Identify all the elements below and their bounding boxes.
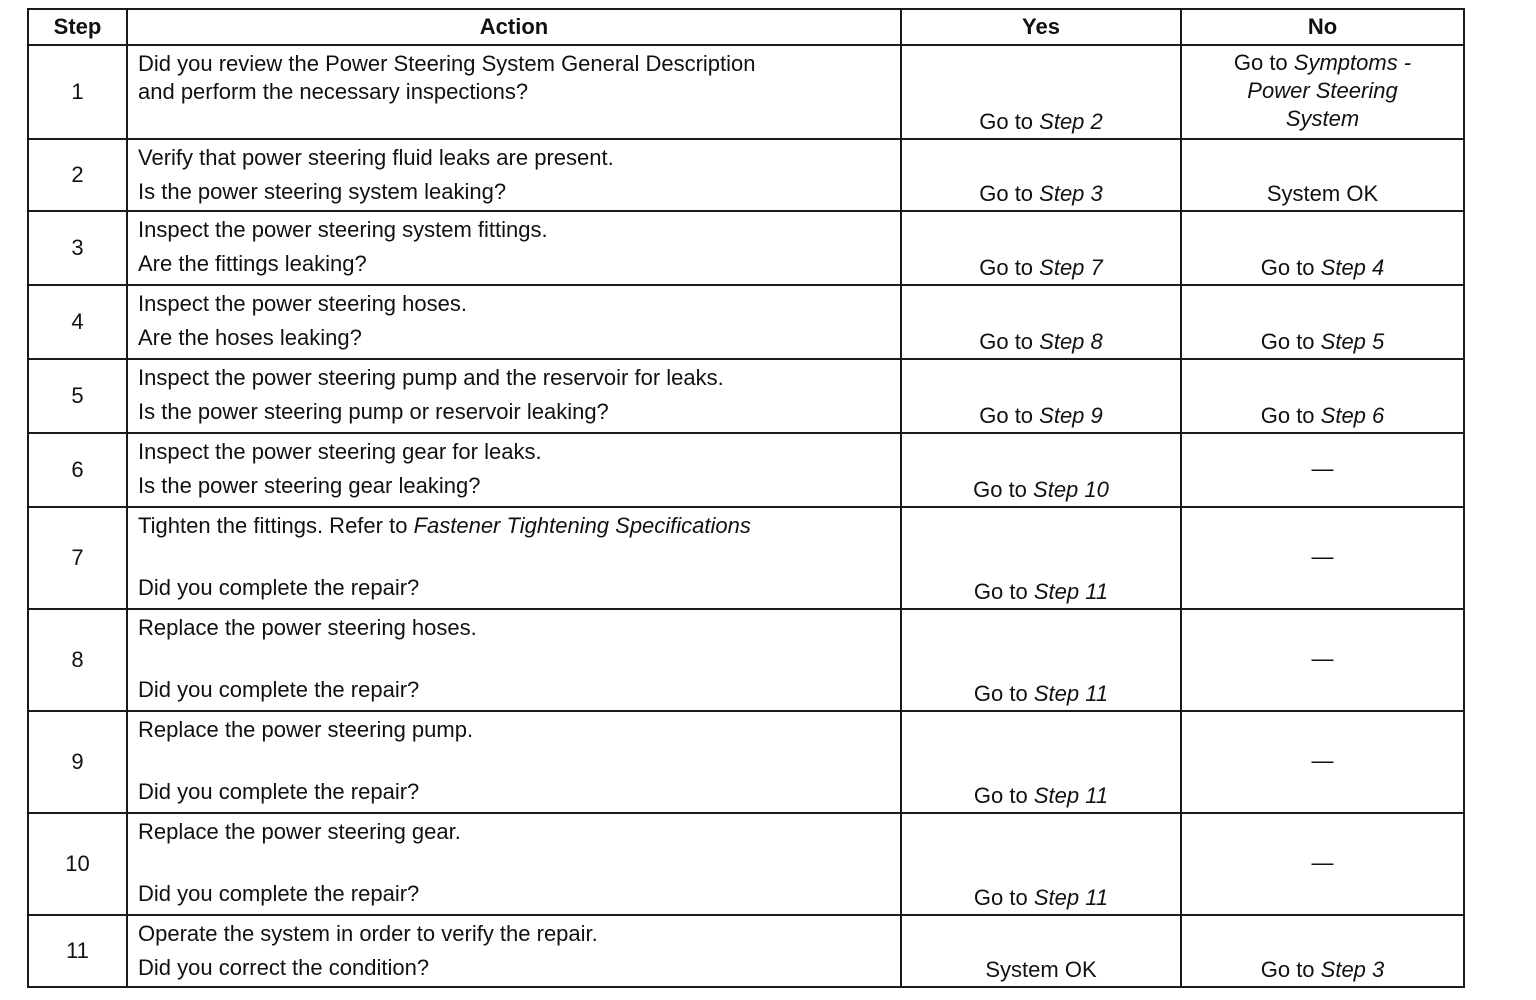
- header-row: [28, 9, 1464, 45]
- no-cell: —: [1181, 609, 1464, 711]
- action-line: Did you review the Power Steering System General Description: [138, 51, 756, 76]
- yes-step-link[interactable]: Step 11: [1033, 579, 1109, 604]
- yes-cell: [901, 139, 1181, 211]
- yes-prefix: Go to: [979, 181, 1040, 206]
- yes-cell: [901, 711, 1181, 813]
- yes-step-link[interactable]: Step 11: [1033, 885, 1109, 910]
- table-row: [28, 211, 1464, 285]
- action-line: Replace the power steering pump.: [138, 717, 474, 742]
- no-cell: [1181, 915, 1464, 987]
- action-question: Is the power steering gear leaking?: [138, 473, 481, 498]
- yes-cell: [901, 285, 1181, 359]
- action-question: Is the power steering pump or reservoir leaking?: [138, 399, 609, 424]
- yes-step-link[interactable]: Step 8: [1039, 329, 1103, 354]
- no-ref-link[interactable]: System: [1285, 106, 1360, 131]
- yes-cell: [901, 813, 1181, 915]
- table-row: [28, 285, 1464, 359]
- no-cell: —: [1181, 507, 1464, 609]
- step-number: 8: [28, 609, 127, 711]
- action-cell: [127, 915, 901, 987]
- yes-step-link[interactable]: Step 3: [1039, 181, 1103, 206]
- step-number: 6: [28, 433, 127, 507]
- fastener-spec-link[interactable]: Fastener Tightening Specifications: [413, 513, 751, 538]
- action-line: Operate the system in order to verify the repair.: [138, 921, 598, 946]
- table-row: [28, 813, 1464, 915]
- no-prefix: Go to: [1260, 329, 1321, 354]
- yes-prefix: Go to: [973, 681, 1034, 706]
- diagnostic-table: [27, 8, 1465, 988]
- table-row: [28, 711, 1464, 813]
- table-row: [28, 139, 1464, 211]
- no-cell: —: [1181, 813, 1464, 915]
- yes-prefix: Go to: [973, 783, 1034, 808]
- action-question: Did you complete the repair?: [138, 575, 420, 600]
- yes-step-link[interactable]: Step 2: [1039, 109, 1103, 134]
- no-prefix: Go to: [1260, 255, 1321, 280]
- table-row: [28, 45, 1464, 139]
- action-line: Inspect the power steering pump and the reservoir for leaks.: [138, 365, 724, 390]
- table-row: [28, 433, 1464, 507]
- yes-step-link[interactable]: Step 9: [1039, 403, 1103, 428]
- action-cell: [127, 507, 901, 609]
- no-step-link[interactable]: Step 3: [1320, 957, 1385, 982]
- table-row: [28, 609, 1464, 711]
- action-question: Did you complete the repair?: [138, 677, 420, 702]
- action-line: Verify that power steering fluid leaks are present.: [138, 145, 614, 170]
- table-row: [28, 507, 1464, 609]
- yes-prefix: Go to: [979, 255, 1040, 280]
- action-question: Did you complete the repair?: [138, 779, 420, 804]
- yes-step-link[interactable]: Step 11: [1033, 681, 1109, 706]
- yes-prefix: Go to: [973, 885, 1034, 910]
- no-cell: —: [1181, 711, 1464, 813]
- yes-step-link[interactable]: Step 10: [1033, 477, 1109, 502]
- no-cell: [1181, 285, 1464, 359]
- yes-step-link[interactable]: Step 11: [1033, 783, 1109, 808]
- yes-prefix: Go to: [979, 329, 1040, 354]
- action-line: Replace the power steering gear.: [138, 819, 461, 844]
- action-line: Tighten the fittings. Refer to Fastener Tightening Specifications: [138, 513, 751, 538]
- action-question: and perform the necessary inspections?: [138, 79, 529, 104]
- yes-cell: [901, 359, 1181, 433]
- no-step-link[interactable]: Step 6: [1320, 403, 1385, 428]
- header-yes: Yes: [901, 9, 1181, 45]
- header-step: Step: [28, 9, 127, 45]
- step-number: 5: [28, 359, 127, 433]
- action-line: Replace the power steering hoses.: [138, 615, 477, 640]
- yes-cell: [901, 211, 1181, 285]
- header-action: Action: [127, 9, 901, 45]
- action-question: Is the power steering system leaking?: [138, 179, 507, 204]
- action-line: Inspect the power steering system fittings.: [138, 217, 548, 242]
- no-cell: System OK: [1181, 139, 1464, 211]
- no-ref-link[interactable]: Power Steering: [1247, 78, 1398, 103]
- no-cell: —: [1181, 433, 1464, 507]
- step-number: 1: [28, 45, 127, 139]
- step-number: 3: [28, 211, 127, 285]
- action-question: Are the hoses leaking?: [138, 325, 362, 350]
- action-cell: [127, 813, 901, 915]
- no-ref-link[interactable]: Symptoms -: [1293, 50, 1412, 75]
- action-cell: [127, 711, 901, 813]
- table-row: [28, 915, 1464, 987]
- yes-cell: System OK: [901, 915, 1181, 987]
- step-number: 2: [28, 139, 127, 211]
- yes-cell: [901, 433, 1181, 507]
- action-cell: [127, 285, 901, 359]
- action-cell: [127, 139, 901, 211]
- step-number: 9: [28, 711, 127, 813]
- no-cell: [1181, 359, 1464, 433]
- header-no: No: [1181, 9, 1464, 45]
- action-line: Inspect the power steering hoses.: [138, 291, 467, 316]
- no-prefix: Go to: [1260, 957, 1321, 982]
- action-cell: [127, 45, 901, 139]
- no-prefix: Go to: [1233, 50, 1294, 75]
- action-line: Inspect the power steering gear for leaks.: [138, 439, 542, 464]
- yes-prefix: Go to: [973, 579, 1034, 604]
- step-number: 11: [28, 915, 127, 987]
- step-number: 7: [28, 507, 127, 609]
- yes-cell: [901, 609, 1181, 711]
- no-step-link[interactable]: Step 4: [1320, 255, 1385, 280]
- yes-prefix: Go to: [979, 109, 1040, 134]
- no-step-link[interactable]: Step 5: [1320, 329, 1385, 354]
- action-cell: [127, 211, 901, 285]
- action-question: Are the fittings leaking?: [138, 251, 367, 276]
- action-cell: [127, 609, 901, 711]
- no-cell: [1181, 211, 1464, 285]
- no-prefix: Go to: [1260, 403, 1321, 428]
- yes-cell: [901, 507, 1181, 609]
- no-cell: [1181, 45, 1464, 139]
- action-question: Did you correct the condition?: [138, 955, 430, 980]
- table-row: [28, 359, 1464, 433]
- yes-prefix: Go to: [973, 477, 1034, 502]
- action-question: Did you complete the repair?: [138, 881, 420, 906]
- yes-prefix: Go to: [979, 403, 1040, 428]
- step-number: 4: [28, 285, 127, 359]
- yes-step-link[interactable]: Step 7: [1039, 255, 1103, 280]
- action-cell: [127, 433, 901, 507]
- action-cell: [127, 359, 901, 433]
- step-number: 10: [28, 813, 127, 915]
- yes-cell: [901, 45, 1181, 139]
